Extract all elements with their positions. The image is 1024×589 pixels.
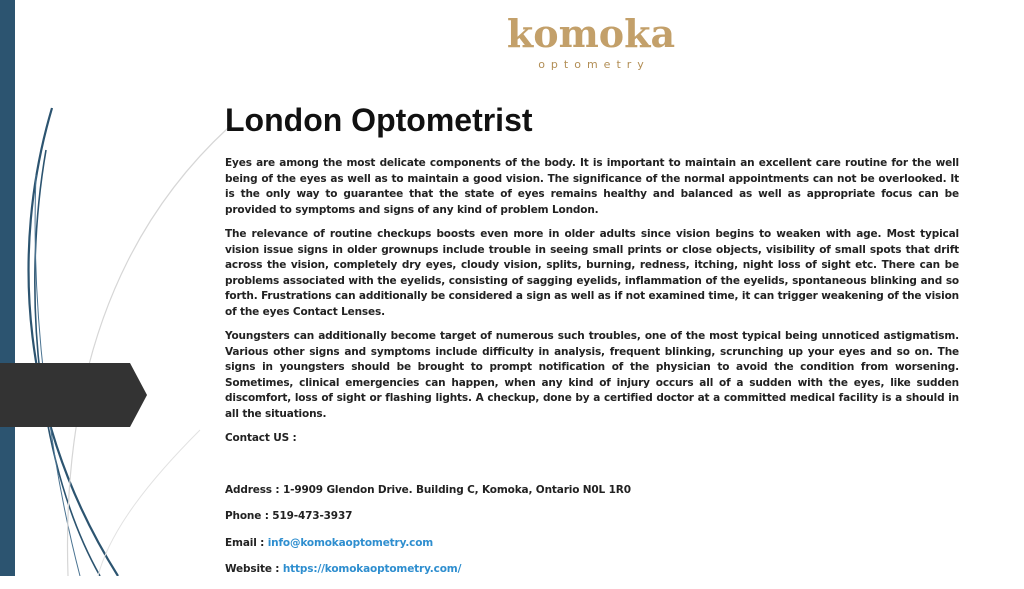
paragraph-2: The relevance of routine checkups boosts even more in older adults since vision begins to weaken with age. Most typical vision issue signs in older grownups include trouble in seeing small prints or close objects, visibility of small spots that drift across the vision, completely dry eyes, cloudy vision, splits, burning, redness, itching, night loss of sight etc. There can be problems associated with the eyelids, consisting of sagging eyelids, inflammation of the eyelids, spontaneous blinking and so forth. Frustrations can additionally be considered a sign as well as if not examined time, it can trigger weakening of the vision of the eyes Contact Lenses. <box>225 228 959 318</box>
paragraph-1: Eyes are among the most delicate components of the body. It is important to maintain an excellent care routine for the well being of the eyes as well as to maintain a good vision. The significance of the normal appointments can not be overlooked. It is the only way to guarantee that the state of eyes remains healthy and balanced as well as appropriate focus can be provided to symptoms and signs of any kind of problem London. <box>225 157 959 216</box>
phone-value: 519-473-3937 <box>272 510 353 522</box>
email-line <box>225 536 959 552</box>
arrow-tab-shape <box>0 363 147 427</box>
website-label: Website : <box>225 563 283 575</box>
contact-heading: Contact US : <box>225 432 297 444</box>
website-link[interactable]: https://komokaoptometry.com/ <box>282 563 462 575</box>
email-link[interactable]: info@komokaoptometry.com <box>267 536 434 549</box>
email-label: Email : <box>225 536 268 549</box>
article-content <box>225 100 959 589</box>
page-title: London Optometrist <box>225 102 533 138</box>
address-value: 1-9909 Glendon Drive. Building C, Komoka, Ontario N0L 1R0 <box>282 483 631 496</box>
phone-label: Phone : <box>225 510 273 522</box>
phone-line <box>225 509 959 525</box>
decorative-curves <box>0 0 240 576</box>
paragraph-3: Youngsters can additionally become target of numerous such troubles, one of the most typical being unnoticed astigmatism. Various other signs and symptoms include difficulty in analysis, frequent blinking, scrunching up your eyes and so on. The signs in youngsters should be brought to prompt notification of the physician to avoid the condition from worsening. Sometimes, clinical emergencies can happen, when any kind of injury occurs all of a sudden with the eyes, like sudden discomfort, loss of sight or flashing lights. A checkup, done by a certified doctor at a committed medical facility is a should in all the situations. <box>225 330 959 420</box>
address-line <box>225 483 959 499</box>
company-logo <box>506 11 676 76</box>
website-line <box>225 562 959 578</box>
address-label: Address : <box>225 483 283 496</box>
logo-wordmark: komoka <box>506 11 676 56</box>
logo-tagline: optometry <box>538 58 650 71</box>
